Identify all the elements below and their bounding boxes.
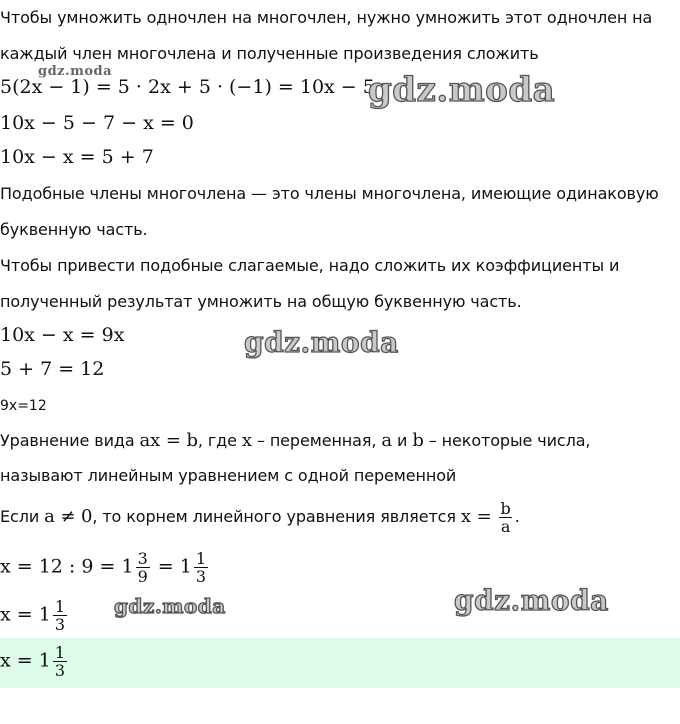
p5-mid: , то корнем линейного уравнения является (92, 507, 456, 526)
p5-xeq: x = (460, 506, 492, 527)
p5-prefix: Если (0, 507, 40, 526)
final-lhs: x = 1 (0, 649, 51, 672)
equation-plain: 9x=12 (0, 398, 47, 414)
ans-num: 1 (54, 597, 65, 616)
final-den: 3 (54, 661, 65, 680)
equation-3: 10x − x = 5 + 7 (0, 146, 154, 168)
equation-4: 10x − x = 9x (0, 324, 125, 346)
final-num: 1 (54, 643, 65, 662)
equation-expand: 5(2x − 1) = 5 · 2x + 5 · (−1) = 10x − 5 (0, 76, 375, 98)
p4-x: x (241, 430, 252, 451)
p4-prefix: Уравнение вида (0, 431, 135, 450)
final-fraction (53, 644, 67, 679)
sol-f2-num: 1 (195, 549, 207, 568)
p5-fraction (499, 500, 513, 535)
paragraph-2-line-1: Подобные члены многочлена — это члены многочлена, имеющие одинаковую (0, 184, 659, 203)
final-answer-line (0, 644, 69, 679)
answer-highlight (0, 638, 680, 688)
watermark-logo-2: gdz.moda (244, 326, 399, 359)
p5-end: . (514, 507, 520, 526)
sol-lhs: x = 12 : 9 = 1 (0, 555, 134, 578)
sol-fraction-2 (194, 550, 208, 585)
ans-den: 3 (54, 615, 65, 634)
sol-eq: = 1 (157, 555, 192, 578)
p4-and: и (397, 431, 408, 450)
equation-2: 10x − 5 − 7 − x = 0 (0, 112, 194, 134)
paragraph-3-line-2: полученный результат умножить на общую буквенную часть. (0, 292, 522, 311)
answer-line (0, 598, 69, 633)
watermark-logo-3: gdz.moda (114, 594, 226, 618)
p4-suffix: – некоторые числа, (428, 431, 591, 450)
p5-num: b (500, 499, 511, 518)
solution-line (0, 550, 210, 585)
sol-fraction-1 (136, 550, 150, 585)
ans-fraction (53, 598, 67, 633)
p4-b: b (412, 430, 424, 451)
paragraph-5 (0, 500, 520, 535)
paragraph-1-line-1: Чтобы умножить одночлен на многочлен, нужно умножить этот одночлен на (0, 8, 653, 27)
sol-f1-num: 3 (137, 549, 148, 568)
equation-5: 5 + 7 = 12 (0, 358, 105, 380)
p4-mid2: – переменная, (256, 431, 377, 450)
watermark-logo-1: gdz.moda (368, 70, 556, 110)
paragraph-4-line-1 (0, 430, 590, 451)
paragraph-2-line-2: буквенную часть. (0, 220, 148, 239)
p4-mid1: , где (197, 431, 237, 450)
p4-axb: ax = b (139, 430, 198, 451)
watermark-small: gdz.moda (38, 64, 113, 79)
paragraph-3-line-1: Чтобы привести подобные слагаемые, надо сложить их коэффициенты и (0, 256, 620, 275)
p4-a: a (381, 430, 393, 451)
sol-f1-den: 9 (137, 567, 148, 586)
p5-cond: a ≠ 0 (44, 506, 93, 527)
paragraph-4-line-2: называют линейным уравнением с одной переменной (0, 466, 457, 485)
sol-f2-den: 3 (195, 567, 207, 586)
p5-den: a (500, 517, 511, 536)
paragraph-1-line-2: каждый член многочлена и полученные произведения сложить (0, 44, 539, 63)
ans-lhs: x = 1 (0, 603, 51, 626)
watermark-logo-4: gdz.moda (454, 584, 609, 617)
